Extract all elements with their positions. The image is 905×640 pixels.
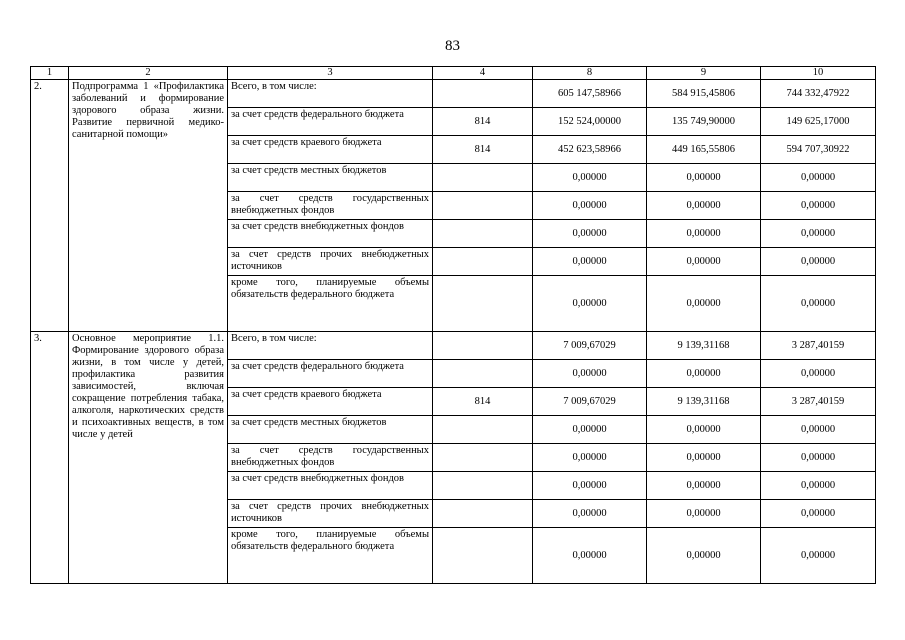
- value-col-10: 0,00000: [761, 360, 876, 388]
- value-col-9: 0,00000: [647, 192, 761, 220]
- value-col-10: 0,00000: [761, 220, 876, 248]
- value-col-8: 605 147,58966: [533, 80, 647, 108]
- column-header: 1: [31, 67, 69, 80]
- value-col-9: 0,00000: [647, 276, 761, 332]
- row-number: 3.: [31, 332, 69, 584]
- funding-source: кроме того, планируемые объемы обязательств федерального бюджета: [228, 528, 433, 584]
- value-col-10: 149 625,17000: [761, 108, 876, 136]
- value-col-9: 0,00000: [647, 472, 761, 500]
- table-row: [31, 332, 876, 360]
- column-header: 4: [433, 67, 533, 80]
- table-row: [31, 80, 876, 108]
- budget-code: [433, 276, 533, 332]
- funding-source: за счет средств прочих внебюджетных источников: [228, 500, 433, 528]
- value-col-10: 0,00000: [761, 276, 876, 332]
- value-col-8: 0,00000: [533, 276, 647, 332]
- value-col-10: 0,00000: [761, 416, 876, 444]
- budget-code: [433, 248, 533, 276]
- budget-code: [433, 164, 533, 192]
- funding-source: за счет средств государственных внебюджетных фондов: [228, 444, 433, 472]
- value-col-10: 0,00000: [761, 472, 876, 500]
- value-col-9: 0,00000: [647, 528, 761, 584]
- value-col-8: 0,00000: [533, 444, 647, 472]
- column-header: 10: [761, 67, 876, 80]
- budget-code: [433, 472, 533, 500]
- budget-code: [433, 220, 533, 248]
- value-col-9: 135 749,90000: [647, 108, 761, 136]
- funding-source: за счет средств местных бюджетов: [228, 416, 433, 444]
- funding-source: за счет средств государственных внебюджетных фондов: [228, 192, 433, 220]
- value-col-9: 0,00000: [647, 164, 761, 192]
- budget-code: 814: [433, 136, 533, 164]
- budget-code: [433, 416, 533, 444]
- value-col-9: 584 915,45806: [647, 80, 761, 108]
- value-col-9: 0,00000: [647, 360, 761, 388]
- value-col-8: 0,00000: [533, 248, 647, 276]
- value-col-8: 0,00000: [533, 472, 647, 500]
- budget-code: [433, 444, 533, 472]
- value-col-8: 7 009,67029: [533, 332, 647, 360]
- budget-code: [433, 500, 533, 528]
- value-col-9: 0,00000: [647, 248, 761, 276]
- value-col-9: 9 139,31168: [647, 388, 761, 416]
- funding-source: за счет средств федерального бюджета: [228, 108, 433, 136]
- funding-source: за счет средств внебюджетных фондов: [228, 220, 433, 248]
- budget-code: [433, 332, 533, 360]
- budget-table: [30, 66, 876, 584]
- budget-code: [433, 360, 533, 388]
- budget-code: [433, 528, 533, 584]
- value-col-9: 0,00000: [647, 500, 761, 528]
- program-name: Основное мероприятие 1.1. Формирование здорового образа жизни, в том числе у детей, профилактика развития зависимостей, включая сокращение потребления табака, алкоголя, наркотических средств и психоактивных веществ, в том числе у детей: [69, 332, 228, 584]
- value-col-8: 452 623,58966: [533, 136, 647, 164]
- value-col-10: 594 707,30922: [761, 136, 876, 164]
- funding-source: за счет средств краевого бюджета: [228, 388, 433, 416]
- page-number: 83: [445, 38, 460, 54]
- value-col-8: 0,00000: [533, 528, 647, 584]
- value-col-10: 0,00000: [761, 164, 876, 192]
- funding-source: Всего, в том числе:: [228, 332, 433, 360]
- budget-code: [433, 80, 533, 108]
- budget-code: 814: [433, 388, 533, 416]
- value-col-8: 0,00000: [533, 192, 647, 220]
- value-col-8: 0,00000: [533, 500, 647, 528]
- value-col-8: 0,00000: [533, 416, 647, 444]
- column-header: 2: [69, 67, 228, 80]
- funding-source: кроме того, планируемые объемы обязательств федерального бюджета: [228, 276, 433, 332]
- value-col-9: 9 139,31168: [647, 332, 761, 360]
- budget-code: 814: [433, 108, 533, 136]
- value-col-8: 152 524,00000: [533, 108, 647, 136]
- value-col-10: 0,00000: [761, 528, 876, 584]
- column-header: 3: [228, 67, 433, 80]
- value-col-10: 3 287,40159: [761, 332, 876, 360]
- funding-source: за счет средств федерального бюджета: [228, 360, 433, 388]
- value-col-10: 0,00000: [761, 444, 876, 472]
- funding-source: за счет средств краевого бюджета: [228, 136, 433, 164]
- column-header: 9: [647, 67, 761, 80]
- funding-source: за счет средств прочих внебюджетных источников: [228, 248, 433, 276]
- value-col-9: 0,00000: [647, 220, 761, 248]
- budget-code: [433, 192, 533, 220]
- value-col-8: 7 009,67029: [533, 388, 647, 416]
- value-col-10: 744 332,47922: [761, 80, 876, 108]
- column-number-row: [31, 67, 876, 80]
- funding-source: Всего, в том числе:: [228, 80, 433, 108]
- value-col-9: 0,00000: [647, 416, 761, 444]
- value-col-10: 3 287,40159: [761, 388, 876, 416]
- funding-source: за счет средств внебюджетных фондов: [228, 472, 433, 500]
- value-col-8: 0,00000: [533, 164, 647, 192]
- program-name: Подпрограмма 1 «Профилактика заболеваний и формирование здорового образа жизни. Развитие первичной медико-санитарной помощи»: [69, 80, 228, 332]
- row-number: 2.: [31, 80, 69, 332]
- value-col-10: 0,00000: [761, 192, 876, 220]
- value-col-8: 0,00000: [533, 360, 647, 388]
- column-header: 8: [533, 67, 647, 80]
- value-col-9: 0,00000: [647, 444, 761, 472]
- value-col-10: 0,00000: [761, 500, 876, 528]
- value-col-10: 0,00000: [761, 248, 876, 276]
- value-col-9: 449 165,55806: [647, 136, 761, 164]
- value-col-8: 0,00000: [533, 220, 647, 248]
- funding-source: за счет средств местных бюджетов: [228, 164, 433, 192]
